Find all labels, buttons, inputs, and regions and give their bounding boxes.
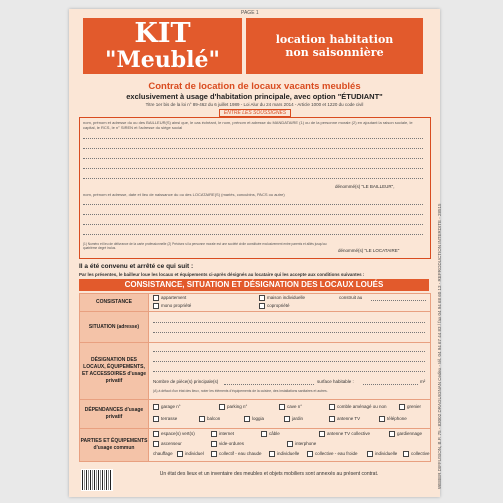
surface-label: surface habitable : — [317, 379, 354, 384]
inventory-note: Un état des lieux et un inventaire des meubles et objets mobiliers sont annexés au présent contrat. — [159, 471, 379, 477]
agreement-heading: Il a été convenu et arrêté ce qui suit : — [79, 263, 194, 270]
parties-communes-field — [148, 428, 431, 462]
label-parties-communes: PARTIES ET ÉQUIPEMENTS d'usage commun — [79, 428, 149, 462]
checkbox-telephone[interactable]: téléphone — [379, 416, 407, 422]
title-banner — [83, 18, 423, 74]
checkbox-cable[interactable]: câble — [261, 431, 280, 437]
contract-subtitle: exclusivement à usage d'habitation principale, avec option "ÉTUDIANT" — [126, 92, 383, 101]
checkbox-eau-chaude-individuelle[interactable]: individuelle — [269, 451, 299, 457]
bailleur-line[interactable] — [83, 178, 423, 179]
locataire-label: dénommé(s) "LE LOCATAIRE" — [338, 248, 400, 253]
checkbox-chauffage-individuel[interactable]: individuel — [177, 451, 204, 457]
locataire-line[interactable] — [83, 214, 423, 215]
location-box — [246, 18, 423, 74]
checkbox-internet[interactable]: internet — [211, 431, 234, 437]
checkbox-antenne-collective[interactable]: antenne TV collective — [319, 431, 370, 437]
situation-field — [148, 311, 431, 343]
checkbox-balcon[interactable]: balcon — [199, 416, 220, 422]
publisher-vertical-text — [431, 169, 442, 489]
label-situation: SITUATION (adresse) — [79, 311, 149, 343]
bailleur-label: dénommé(s) "LE BAILLEUR", — [335, 184, 395, 189]
checkbox-espaces-verts[interactable]: espace(s) vert(s) — [153, 431, 195, 437]
publisher-text: WEBER DIFFUSION, B.P. 75 - 83002 DRAGUIGNAN Cedex - tél. 04 94 67 44 83 / fax 04 94 68 60 13 - REPRODUCTION INTERDITE - 28515 — [437, 203, 442, 489]
rooms-line[interactable] — [224, 384, 314, 385]
checkbox-collectif-eau-chaude[interactable]: collectif - eau chaude — [211, 451, 262, 457]
bailleur-line[interactable] — [83, 168, 423, 169]
label-designation: DÉSIGNATION DES LOCAUX, ÉQUIPEMENTS, ET ACCESSOIRES d'usage privatif — [79, 342, 149, 400]
built-in-line[interactable] — [371, 300, 426, 301]
page-label: PAGE 1 — [241, 10, 259, 16]
surface-line[interactable] — [363, 384, 418, 385]
checkbox-garage[interactable]: garage n° — [153, 404, 181, 410]
checkbox-appartement[interactable]: appartement — [153, 295, 186, 301]
designation-line[interactable] — [153, 361, 425, 362]
bailleur-instructions: nom, prénom et adresse du ou des BAILLEUR(S) ainsi que, le cas échéant, le nom, prénom et adresse du MANDATAIRE (1) ou de la personne morale (2) en ajoutant la raison sociale, le capital, le RCS, le n° SIREN et l'adresse du siège social — [83, 120, 413, 130]
parties-box — [79, 117, 431, 259]
barcode — [81, 469, 113, 491]
label-dependances: DÉPENDANCES d'usage privatif — [79, 399, 149, 429]
checkbox-parking[interactable]: parking n° — [219, 404, 247, 410]
locataire-line[interactable] — [83, 234, 423, 235]
checkbox-gardiennage[interactable]: gardiennage — [389, 431, 422, 437]
designation-field — [148, 342, 431, 400]
locataire-line[interactable] — [83, 224, 423, 225]
checkbox-vide-ordures[interactable]: vide-ordures — [211, 441, 244, 447]
checkbox-mono-propriete[interactable]: mono propriété — [153, 303, 191, 309]
checkbox-ascenseur[interactable]: ascenseur — [153, 441, 182, 447]
checkbox-loggia[interactable]: loggia — [244, 416, 264, 422]
checkbox-maison[interactable]: maison individuelle — [259, 295, 305, 301]
kit-title: KIT — [134, 18, 191, 49]
dependances-field — [148, 399, 431, 429]
contract-title: Contrat de location de locaux vacants meublés — [148, 81, 361, 92]
checkbox-jardin[interactable]: jardin — [284, 416, 303, 422]
label-consistance: CONSISTANCE — [79, 293, 149, 312]
law-reference: Titre 1er bis de la loi n° 89-462 du 6 juillet 1989 - Loi Alur du 24 mars 2014 - Article 1000 et 1220 du code civil — [145, 102, 364, 107]
bailleur-line[interactable] — [83, 158, 423, 159]
agreement-subheading: Par les présentes, le bailleur loue les locaux et équipements ci-après désignés au locataire qui les accepte aux conditions suivantes : — [79, 272, 365, 277]
kit-box — [83, 18, 242, 74]
form-page — [69, 9, 440, 497]
checkbox-eau-froide-individuelle[interactable]: individuelle — [367, 451, 397, 457]
parties-header: ENTRE LES SOUSSIGNÉS — [219, 109, 291, 117]
checkbox-interphone[interactable]: interphone — [287, 441, 316, 447]
heating-label: chauffage — [153, 451, 173, 456]
location-line2: non saisonnière — [285, 46, 384, 59]
checkbox-cave[interactable]: cave n° — [279, 404, 302, 410]
designation-line[interactable] — [153, 351, 425, 352]
checkbox-collective[interactable]: collective — [403, 451, 430, 457]
surface-unit: m² — [420, 379, 426, 384]
section-title: CONSISTANCE, SITUATION ET DÉSIGNATION DES LOCAUX LOUÉS — [79, 279, 429, 291]
address-line[interactable] — [153, 332, 425, 333]
checkbox-antenne-tv[interactable]: antenne TV — [329, 416, 360, 422]
kit-subtitle: "Meublé" — [104, 47, 220, 73]
checkbox-copropriete[interactable]: copropriété — [259, 303, 290, 309]
checkbox-terrasse[interactable]: terrasse — [153, 416, 177, 422]
bailleur-line[interactable] — [83, 148, 423, 149]
designation-note: (A) à défaut d'un état des lieux, noter les éléments d'équipements de la cuisine, des installations sanitaires et autres. — [153, 389, 328, 393]
consistance-field — [148, 293, 431, 312]
footnote: (1) Numéro et lieu de délivrance de la carte professionnelle (2) Précisez si la personne morale est une société civile constituée exclusivement entre parents et alliés jusqu'au quatrième degré inclus. — [83, 242, 327, 250]
bailleur-line[interactable] — [83, 138, 423, 139]
rooms-label: Nombre de pièce(s) principale(s) — [153, 379, 219, 384]
checkbox-collective-eau-froide[interactable]: collective - eau froide — [307, 451, 358, 457]
locataire-line[interactable] — [83, 204, 423, 205]
checkbox-grenier[interactable]: grenier — [399, 404, 421, 410]
designation-line[interactable] — [153, 371, 425, 372]
address-line[interactable] — [153, 322, 425, 323]
locataire-instructions: nom, prénom et adresse, date et lieu de naissance du ou des LOCATAIRE(S) (mariés, concubins, PACS ou autre) — [83, 192, 285, 197]
location-line1: location habitation — [275, 33, 394, 46]
built-in-label: construit au — [339, 295, 363, 300]
checkbox-comble[interactable]: comble aménagé ou non — [329, 404, 387, 410]
